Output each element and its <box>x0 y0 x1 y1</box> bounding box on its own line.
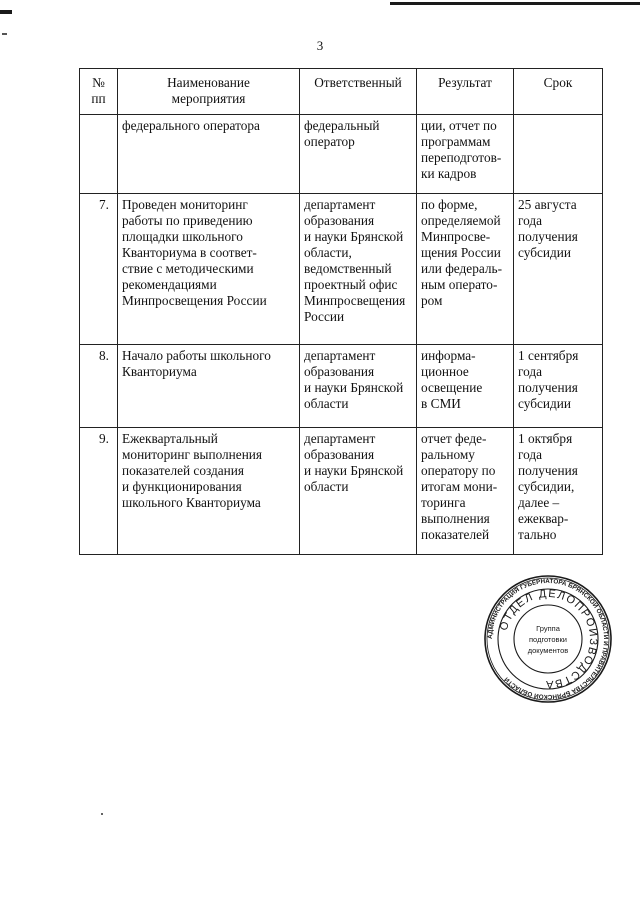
row-deadline <box>514 115 603 194</box>
table-row <box>80 194 603 345</box>
stamp-outer-text: АДМИНИСТРАЦИЯ ГУБЕРНАТОРА БРЯНСКОЙ ОБЛАСТИ И ПРАВИТЕЛЬСТВА БРЯНСКОЙ ОБЛАСТИ <box>486 577 610 701</box>
row-responsible: департамент образования и науки Брянской области <box>300 345 417 428</box>
svg-text:Группа: Группа <box>536 624 560 633</box>
svg-text:подготовки: подготовки <box>529 635 567 644</box>
row-deadline: 1 сентября года получения субсидии <box>514 345 603 428</box>
row-responsible: федеральный оператор <box>300 115 417 194</box>
table-header-row <box>80 69 603 115</box>
scan-edge-mark <box>0 10 12 14</box>
row-responsible: департамент образования и науки Брянской области <box>300 428 417 555</box>
scan-top-line <box>390 2 640 5</box>
row-result: ции, отчет по программам переподготов- ки кадров <box>417 115 514 194</box>
row-num: 9. <box>80 428 118 555</box>
stamp-middle-text: ОТДЕЛ ДЕЛОПРОИЗВОДСТВА <box>497 587 600 691</box>
row-num: 8. <box>80 345 118 428</box>
row-name: федерального оператора <box>118 115 300 194</box>
header-responsible: Ответственный <box>300 69 417 115</box>
scan-edge-mark-small <box>2 33 7 35</box>
table-row <box>80 115 603 194</box>
department-stamp <box>483 574 613 704</box>
row-deadline: 25 августа года получения субсидии <box>514 194 603 345</box>
table-row <box>80 428 603 555</box>
stamp-center-text <box>528 624 569 655</box>
table-row <box>80 345 603 428</box>
header-deadline: Срок <box>514 69 603 115</box>
page-number: 3 <box>316 38 324 53</box>
row-result: информа- ционное освещение в СМИ <box>417 345 514 428</box>
header-num: № пп <box>80 69 118 115</box>
header-name: Наименование мероприятия <box>118 69 300 115</box>
row-name: Начало работы школьного Кванториума <box>118 345 300 428</box>
row-name: Проведен мониторинг работы по приведению площадки школьного Кванториума в соответ- ствие с методическими рекомендациями Минпросвещения России <box>118 194 300 345</box>
row-responsible: департамент образования и науки Брянской области, ведомственный проектный офис Минпросвещения России <box>300 194 417 345</box>
row-num: 7. <box>80 194 118 345</box>
svg-text:документов: документов <box>527 646 569 655</box>
row-deadline: 1 октября года получения субсидии, далее – ежеквар- тально <box>514 428 603 555</box>
row-result: отчет феде- ральному оператору по итогам мони- торинга выполнения показателей <box>417 428 514 555</box>
row-name: Ежеквартальный мониторинг выполнения показателей создания и функционирования школьного Кванториума <box>118 428 300 555</box>
row-num <box>80 115 118 194</box>
row-result: по форме, определяемой Минпросве- щения России или федераль- ным операто- ром <box>417 194 514 345</box>
events-table <box>79 68 603 555</box>
scan-speck <box>101 813 103 815</box>
header-result: Результат <box>417 69 514 115</box>
